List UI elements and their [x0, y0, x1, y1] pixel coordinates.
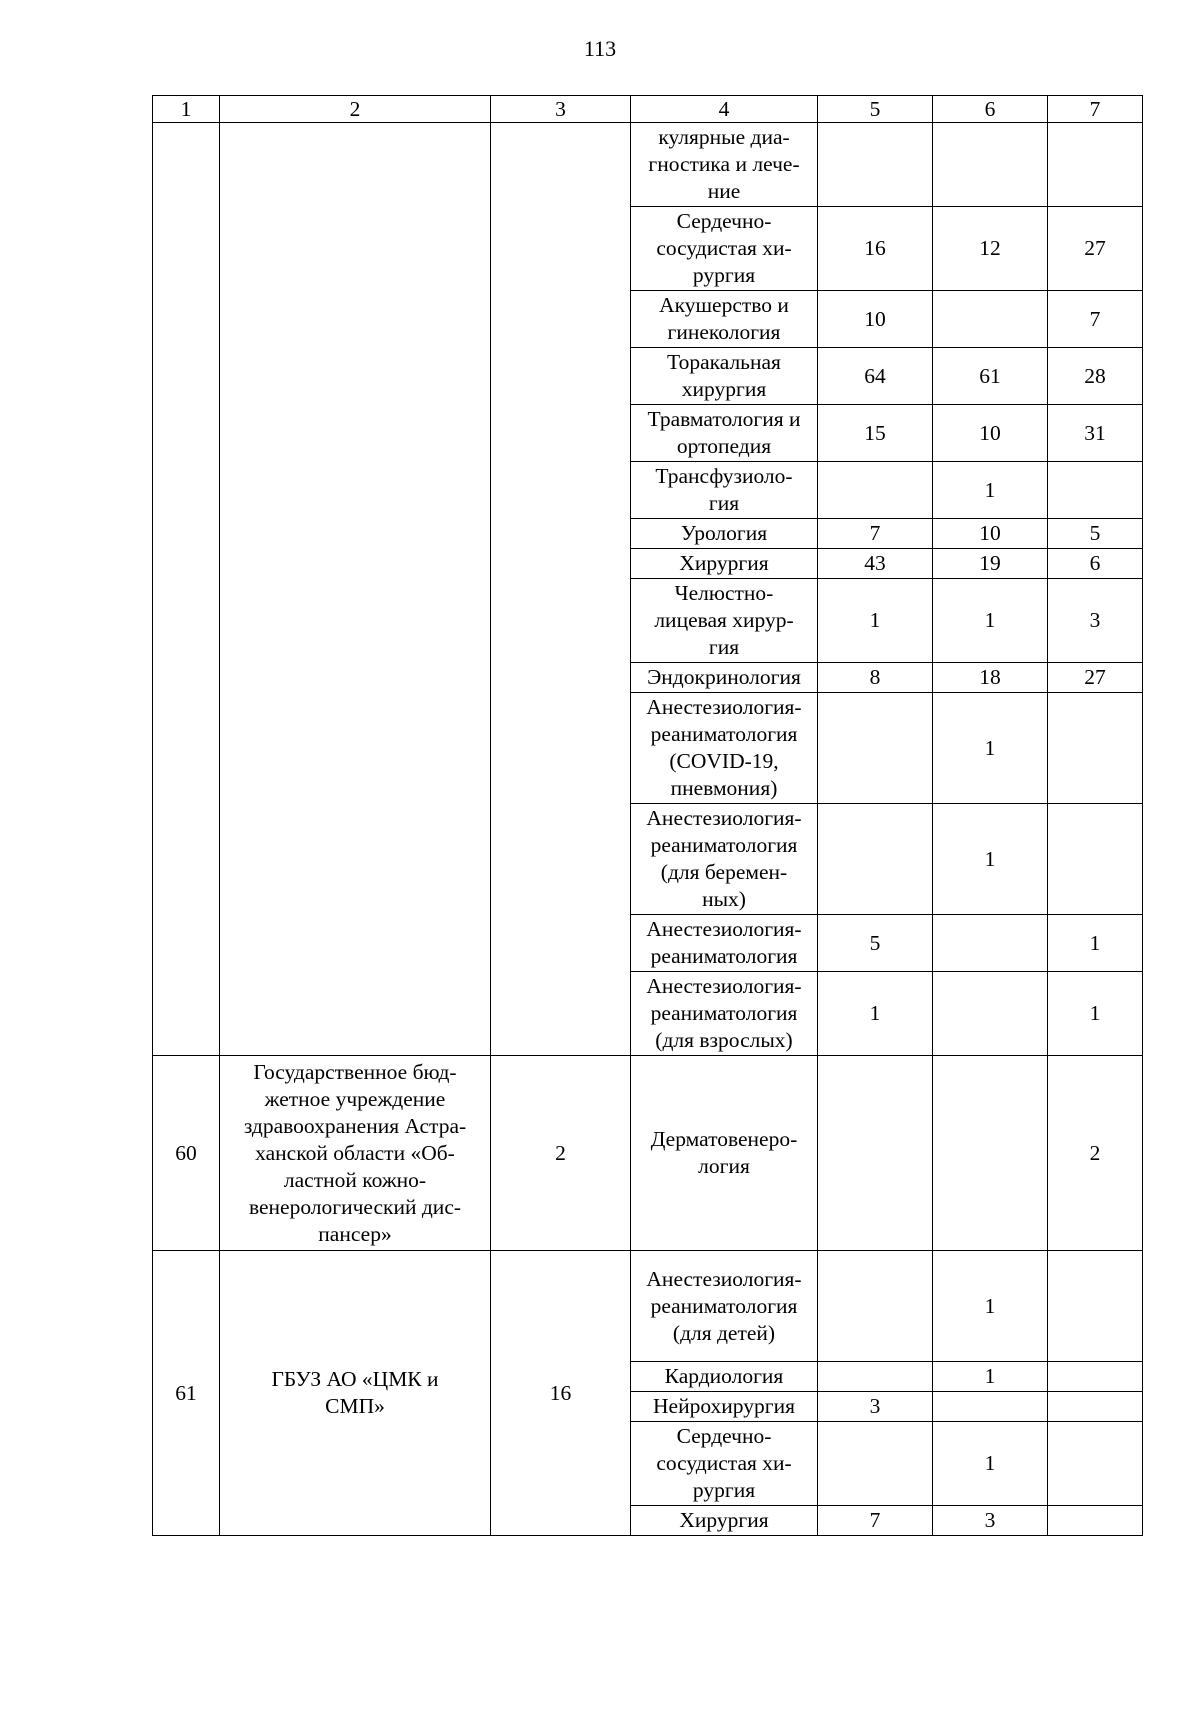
value-cell [933, 291, 1048, 348]
value-cell: 1 [933, 462, 1048, 519]
value-cell: 5 [818, 915, 933, 972]
value-cell [1048, 462, 1143, 519]
specialty-cell: Хирургия [631, 549, 818, 579]
specialty-cell: Эндокринология [631, 663, 818, 693]
value-cell: 18 [933, 663, 1048, 693]
num-cell [153, 123, 220, 1056]
value-cell [818, 123, 933, 207]
specialty-cell: Акушерство и гинекология [631, 291, 818, 348]
header-cell: 4 [631, 96, 818, 123]
value-cell: 1 [1048, 915, 1143, 972]
value-cell: 28 [1048, 348, 1143, 405]
value-cell [933, 123, 1048, 207]
value-cell [1048, 1362, 1143, 1392]
value-cell [818, 693, 933, 804]
org-cell: ГБУЗ АО «ЦМК и СМП» [220, 1251, 491, 1536]
specialty-cell: Анестезиология- реаниматология [631, 915, 818, 972]
value-cell: 7 [818, 519, 933, 549]
value-cell: 2 [1048, 1056, 1143, 1251]
value-cell [818, 1056, 933, 1251]
specialty-cell: Анестезиология- реаниматология (для взрослых) [631, 972, 818, 1056]
value-cell [933, 1056, 1048, 1251]
specialty-cell: Сердечно- сосудистая хи- рургия [631, 1422, 818, 1506]
value-cell: 19 [933, 549, 1048, 579]
value-cell: 1 [933, 1362, 1048, 1392]
value-cell: 31 [1048, 405, 1143, 462]
value-cell [1048, 1422, 1143, 1506]
value-cell [818, 1251, 933, 1362]
page-number: 113 [583, 36, 617, 61]
value-cell [1048, 1251, 1143, 1362]
value-cell [818, 1362, 933, 1392]
value-cell: 7 [1048, 291, 1143, 348]
value-cell [933, 972, 1048, 1056]
specialty-cell: кулярные диа- гностика и лече- ние [631, 123, 818, 207]
specialty-cell: Травматология и ортопедия [631, 405, 818, 462]
specialty-cell: Челюстно- лицевая хирур- гия [631, 579, 818, 663]
num-cell: 61 [153, 1251, 220, 1536]
value-cell [818, 804, 933, 915]
value-cell: 7 [818, 1506, 933, 1536]
value-cell: 6 [1048, 549, 1143, 579]
header-cell: 1 [153, 96, 220, 123]
value-cell [1048, 693, 1143, 804]
value-cell: 3 [933, 1506, 1048, 1536]
value-cell: 5 [1048, 519, 1143, 549]
value-cell: 10 [818, 291, 933, 348]
specialty-cell: Кардиология [631, 1362, 818, 1392]
value-cell [933, 1392, 1048, 1422]
value-cell [818, 1422, 933, 1506]
specialty-cell: Урология [631, 519, 818, 549]
value-cell: 1 [933, 579, 1048, 663]
org-cell: Государственное бюд- жетное учреждение здравоохранения Астра- ханской области «Об- ластной кожно- венерологический дис- пансер» [220, 1056, 491, 1251]
header-cell: 5 [818, 96, 933, 123]
specialty-cell: Торакальная хирургия [631, 348, 818, 405]
value-cell: 1 [933, 804, 1048, 915]
table-row [153, 123, 1143, 207]
value-cell: 8 [818, 663, 933, 693]
table-row [153, 1251, 1143, 1362]
specialty-cell: Сердечно- сосудистая хи- рургия [631, 207, 818, 291]
count-cell [491, 123, 631, 1056]
value-cell: 1 [933, 693, 1048, 804]
data-table [152, 95, 1143, 1536]
header-cell: 7 [1048, 96, 1143, 123]
specialty-cell: Дерматовенеро- логия [631, 1056, 818, 1251]
value-cell: 27 [1048, 207, 1143, 291]
org-cell [220, 123, 491, 1056]
value-cell: 3 [1048, 579, 1143, 663]
num-cell: 60 [153, 1056, 220, 1251]
value-cell: 10 [933, 519, 1048, 549]
value-cell: 43 [818, 549, 933, 579]
specialty-cell: Трансфузиоло- гия [631, 462, 818, 519]
value-cell: 64 [818, 348, 933, 405]
count-cell: 2 [491, 1056, 631, 1251]
value-cell: 1 [818, 579, 933, 663]
value-cell: 16 [818, 207, 933, 291]
value-cell: 10 [933, 405, 1048, 462]
header-cell: 3 [491, 96, 631, 123]
value-cell: 3 [818, 1392, 933, 1422]
specialty-cell: Анестезиология- реаниматология (для детей) [631, 1251, 818, 1362]
header-cell: 6 [933, 96, 1048, 123]
value-cell [818, 462, 933, 519]
specialty-cell: Анестезиология- реаниматология (для беремен- ных) [631, 804, 818, 915]
value-cell: 12 [933, 207, 1048, 291]
value-cell: 1 [1048, 972, 1143, 1056]
value-cell: 1 [818, 972, 933, 1056]
value-cell: 61 [933, 348, 1048, 405]
value-cell: 1 [933, 1251, 1048, 1362]
value-cell: 1 [933, 1422, 1048, 1506]
value-cell [1048, 1392, 1143, 1422]
specialty-cell: Нейрохирургия [631, 1392, 818, 1422]
count-cell: 16 [491, 1251, 631, 1536]
specialty-cell: Анестезиология- реаниматология (COVID-19, пневмония) [631, 693, 818, 804]
header-row [153, 96, 1143, 123]
value-cell [1048, 804, 1143, 915]
value-cell [933, 915, 1048, 972]
specialty-cell: Хирургия [631, 1506, 818, 1536]
value-cell: 15 [818, 405, 933, 462]
header-cell: 2 [220, 96, 491, 123]
value-cell [1048, 123, 1143, 207]
table-row [153, 1056, 1143, 1251]
value-cell: 27 [1048, 663, 1143, 693]
value-cell [1048, 1506, 1143, 1536]
